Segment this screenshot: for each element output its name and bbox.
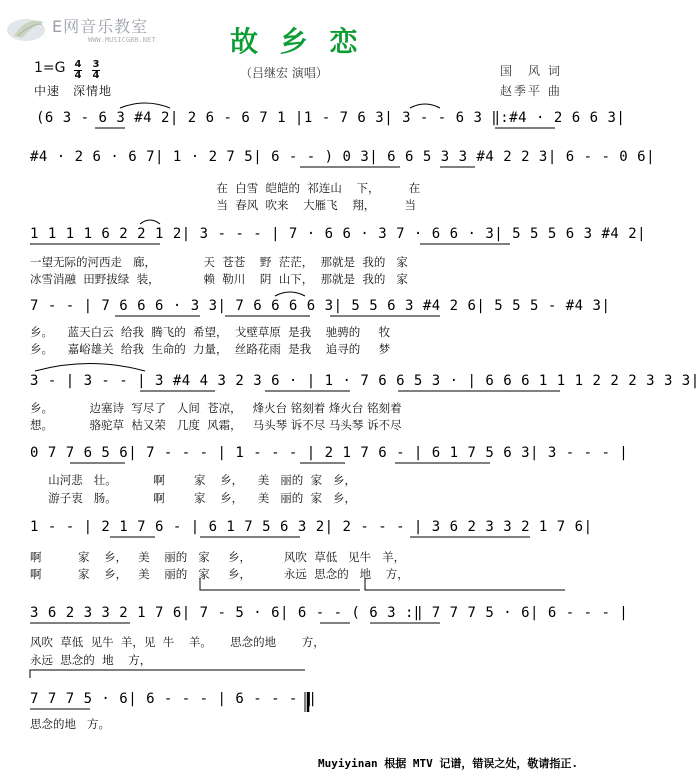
slur-mark [35,364,145,372]
notation-line-8: 3 6 2 3 3 2 1 7 6| 7 - 5 · 6| 6 - - ( 6 3 :‖ 7 7 7 5 · 6| 6 - - - | [30,605,629,621]
tempo-marking: 中速 深情地 [34,84,113,98]
lyric-line-4a: 乡。 蓝天白云 给我 腾飞的 希望， 戈壁草原 是我 驰骋的 牧 [30,325,391,339]
notation-line-5: 3 - | 3 - - | 3 #4 4 3 2 3 6 · | 1 · 7 6 6 5 3 · | 6 6 6 1 1 1 2 2 2 3 3 3| [30,373,700,389]
lyric-line-8b: 永远 思念的 地 方， [30,653,152,667]
lyricist-credit: 国 风 词 [500,64,562,78]
lyric-line-2b: 当 春风 吹来 大雁飞 翔， 当 [30,198,417,212]
lyric-line-5a: 乡。 边塞诗 写尽了 人间 苍凉， 烽火台 铭刻着 烽火台 铭刻着 [30,401,402,415]
slur-mark [410,104,440,108]
time-signature-3-4 [92,60,100,80]
transcriber-note: Muyiyinan 根据 MTV 记谱，错误之处，敬请指正. [318,757,578,770]
singer-credit: （吕继宏 演唱） [240,66,328,80]
slur-mark [275,292,305,296]
song-title: 故 乡 恋 [230,25,364,58]
lyric-line-3b: 冰雪消融 田野拔绿 装， 赖 勒川 阴 山下， 那就是 我的 家 [30,272,408,286]
watermark-text: E网音乐教室 [52,17,149,36]
lyric-line-9a: 思念的地 方。 [30,717,110,731]
lyric-line-6b: 游子衷 肠。 啊 家 乡， 美 丽的 家 乡， [30,491,357,505]
time-signature-4-4 [74,60,82,80]
lyric-line-2a: 在 白雪 皑皑的 祁连山 下， 在 [30,181,421,195]
lyric-line-7b: 啊 家 乡， 美 丽的 家 乡， 永远 思念的 地 方， [30,567,409,581]
lyric-line-7a: 啊 家 乡， 美 丽的 家 乡， 风吹 草低 见牛 羊， [30,550,406,564]
lyric-line-6a: 山河悲 壮。 啊 家 乡， 美 丽的 家 乡， [30,473,357,487]
ts-numerator: 4 [74,59,82,70]
ts-numerator: 3 [92,59,100,70]
slur-mark [120,103,170,108]
notation-line-9: 7 7 7 5 · 6| 6 - - - | 6 - - - ‖ [30,691,316,707]
notation-line-1: (6 3 - 6 3 #4 2| 2 6 - 6 7 1 |1 - 7 6 3| 3 - - 6 3 ‖:#4 · 2 6 6 3| [36,110,626,126]
key-signature: 1=G [34,60,66,76]
volta-bracket-final [30,670,305,678]
notation-line-7: 1 - - | 2 1 7 6 - | 6 1 7 5 6 3 2| 2 - - - | 3 6 2 3 3 2 1 7 6| [30,519,593,535]
notation-line-6: 0 7 7 6 5 6| 7 - - - | 1 - - - | 2 1 7 6 - | 6 1 7 5 6 3| 3 - - - | [30,445,629,461]
lyric-line-5b: 想。 骆驼草 枯又荣 几度 风霜， 马头琴 诉不尽 马头琴 诉不尽 [30,418,402,432]
slur-mark [140,220,160,224]
notation-line-3: 1 1 1 1 6 2 2 1 2| 3 - - - | 7 · 6 6 · 3 7 · 6 6 · 3| 5 5 5 6 3 #4 2| [30,226,647,242]
lyric-line-8a: 风吹 草低 见牛 羊，见 牛 羊。 思念的地 方， [30,635,325,649]
ts-denominator: 4 [74,70,82,81]
lyric-line-4b: 乡。 嘉峪雄关 给我 生命的 力量， 丝路花雨 是我 追寻的 梦 [30,342,391,356]
notation-line-2: #4 · 2 6 · 6 7| 1 · 2 7 5| 6 - - ) 0 3| 6 6 5 3 3 #4 2 2 3| 6 - - 0 6| [30,149,656,165]
lyric-line-3a: 一望无际的河西走 廊， 天 苍苍 野 茫茫， 那就是 我的 家 [30,255,408,269]
watermark-url: WWW.MUSICGBB.NET [88,36,156,44]
composer-credit: 赵季平 曲 [500,84,562,98]
ts-denominator: 4 [92,70,100,81]
notation-line-4: 7 - - | 7 6 6 6 · 3 3| 7 6 6 6 6 3| 5 5 6 3 #4 2 6| 5 5 5 - #4 3| [30,298,611,314]
